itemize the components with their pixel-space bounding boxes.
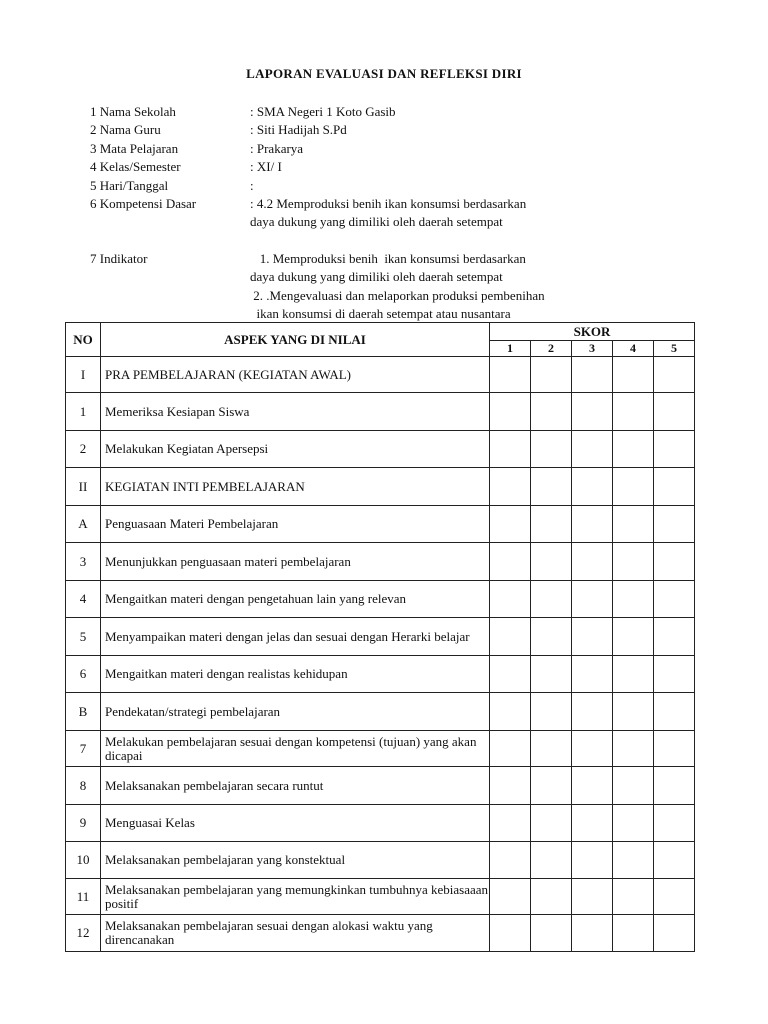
info-row-hari-tanggal <box>90 177 710 195</box>
score-cell-4[interactable] <box>613 618 654 656</box>
row-number: 12 <box>66 915 101 952</box>
table-row <box>66 656 695 693</box>
table-row <box>66 731 695 767</box>
score-cell-1[interactable] <box>490 731 531 767</box>
row-number: II <box>66 468 101 506</box>
score-cell-3[interactable] <box>572 656 613 693</box>
row-number: 11 <box>66 879 101 915</box>
score-cell-3[interactable] <box>572 805 613 842</box>
score-cell-4[interactable] <box>613 656 654 693</box>
table-row <box>66 618 695 656</box>
score-cell-1[interactable] <box>490 842 531 879</box>
score-cell-5[interactable] <box>654 543 695 581</box>
score-cell-5[interactable] <box>654 731 695 767</box>
score-cell-1[interactable] <box>490 767 531 805</box>
score-cell-3[interactable] <box>572 915 613 952</box>
info-row-nama-guru <box>90 121 710 139</box>
score-cell-1[interactable] <box>490 805 531 842</box>
score-cell-1[interactable] <box>490 468 531 506</box>
score-cell-5[interactable] <box>654 581 695 618</box>
info-row-mata-pelajaran <box>90 140 710 158</box>
score-cell-2[interactable] <box>531 656 572 693</box>
info-label: 3 Mata Pelajaran <box>90 140 179 156</box>
score-cell-1[interactable] <box>490 431 531 468</box>
table-row <box>66 805 695 842</box>
row-aspek: Melakukan Kegiatan Apersepsi <box>101 431 490 468</box>
score-cell-5[interactable] <box>654 915 695 952</box>
table-row <box>66 468 695 506</box>
row-aspek: Pendekatan/strategi pembelajaran <box>101 693 490 731</box>
header-no: NO <box>66 323 101 357</box>
score-cell-5[interactable] <box>654 656 695 693</box>
indikator-row-2 <box>90 268 710 286</box>
score-cell-5[interactable] <box>654 357 695 393</box>
row-number: 2 <box>66 431 101 468</box>
score-cell-3[interactable] <box>572 581 613 618</box>
score-cell-1[interactable] <box>490 357 531 393</box>
score-cell-2[interactable] <box>531 767 572 805</box>
table-row <box>66 357 695 393</box>
score-cell-4[interactable] <box>613 842 654 879</box>
info-value: : SMA Negeri 1 Koto Gasib <box>250 104 396 119</box>
score-cell-3[interactable] <box>572 693 613 731</box>
score-cell-4[interactable] <box>613 767 654 805</box>
table-row <box>66 915 695 952</box>
header-aspek: ASPEK YANG DI NILAI <box>101 323 490 357</box>
row-number: A <box>66 506 101 543</box>
score-cell-1[interactable] <box>490 693 531 731</box>
score-cell-2[interactable] <box>531 581 572 618</box>
table-row <box>66 767 695 805</box>
row-aspek: KEGIATAN INTI PEMBELAJARAN <box>101 468 490 506</box>
score-cell-5[interactable] <box>654 431 695 468</box>
score-cell-1[interactable] <box>490 915 531 952</box>
score-cell-3[interactable] <box>572 618 613 656</box>
table-row <box>66 581 695 618</box>
row-number: 3 <box>66 543 101 581</box>
score-header-4: 4 <box>613 341 654 357</box>
score-cell-2[interactable] <box>531 506 572 543</box>
score-cell-5[interactable] <box>654 506 695 543</box>
table-row <box>66 543 695 581</box>
row-number: I <box>66 357 101 393</box>
info-value: : <box>250 177 254 193</box>
score-cell-5[interactable] <box>654 618 695 656</box>
score-cell-2[interactable] <box>531 731 572 767</box>
row-aspek: Melaksanakan pembelajaran yang memungkinkan tumbuhnya kebiasaaan positif <box>101 879 490 915</box>
score-cell-5[interactable] <box>654 468 695 506</box>
score-cell-4[interactable] <box>613 543 654 581</box>
info-label: 2 Nama Guru <box>90 122 161 138</box>
row-number: 9 <box>66 805 101 842</box>
row-aspek: Melaksanakan pembelajaran yang konstektual <box>101 842 490 879</box>
row-aspek: PRA PEMBELAJARAN (KEGIATAN AWAL) <box>101 357 490 393</box>
score-cell-4[interactable] <box>613 506 654 543</box>
info-value: : 4.2 Memproduksi benih ikan konsumsi berdasarkan <box>250 195 527 211</box>
row-number: 6 <box>66 656 101 693</box>
kd-continuation: daya dukung yang dimiliki oleh daerah setempat <box>250 214 503 230</box>
score-cell-1[interactable] <box>490 393 531 431</box>
row-aspek: Menguasai Kelas <box>101 805 490 842</box>
score-cell-3[interactable] <box>572 431 613 468</box>
score-cell-4[interactable] <box>613 805 654 842</box>
score-cell-4[interactable] <box>613 581 654 618</box>
row-number: B <box>66 693 101 731</box>
info-value: : Siti Hadijah S.Pd <box>250 122 347 138</box>
row-aspek: Memeriksa Kesiapan Siswa <box>101 393 490 431</box>
score-cell-3[interactable] <box>572 357 613 393</box>
header-skor: SKOR <box>490 323 695 341</box>
score-cell-1[interactable] <box>490 506 531 543</box>
row-number: 5 <box>66 618 101 656</box>
score-cell-3[interactable] <box>572 879 613 915</box>
score-cell-5[interactable] <box>654 842 695 879</box>
score-cell-1[interactable] <box>490 879 531 915</box>
indikator-row-4 <box>90 305 710 323</box>
row-aspek: Menyampaikan materi dengan jelas dan sesuai dengan Herarki belajar <box>101 618 490 656</box>
score-cell-1[interactable] <box>490 581 531 618</box>
score-cell-4[interactable] <box>613 468 654 506</box>
score-cell-5[interactable] <box>654 693 695 731</box>
row-aspek: Menunjukkan penguasaan materi pembelajaran <box>101 543 490 581</box>
row-number: 7 <box>66 731 101 767</box>
info-label: 1 Nama Sekolah <box>90 104 176 119</box>
document-title: LAPORAN EVALUASI DAN REFLEKSI DIRI <box>246 66 522 81</box>
row-aspek: Melaksanakan pembelajaran secara runtut <box>101 767 490 805</box>
score-cell-2[interactable] <box>531 915 572 952</box>
row-aspek: Melakukan pembelajaran sesuai dengan kompetensi (tujuan) yang akan dicapai <box>101 731 490 767</box>
score-cell-4[interactable] <box>613 731 654 767</box>
score-cell-2[interactable] <box>531 879 572 915</box>
indikator-line-2: daya dukung yang dimiliki oleh daerah setempat <box>250 269 503 285</box>
row-aspek: Mengaitkan materi dengan pengetahuan lain yang relevan <box>101 581 490 618</box>
score-cell-1[interactable] <box>490 618 531 656</box>
score-cell-2[interactable] <box>531 431 572 468</box>
indikator-row-3 <box>90 287 710 305</box>
score-cell-2[interactable] <box>531 357 572 393</box>
score-cell-5[interactable] <box>654 805 695 842</box>
table-row <box>66 393 695 431</box>
score-cell-4[interactable] <box>613 393 654 431</box>
info-label: 4 Kelas/Semester <box>90 159 181 175</box>
score-cell-2[interactable] <box>531 842 572 879</box>
score-cell-2[interactable] <box>531 543 572 581</box>
row-number: 4 <box>66 581 101 618</box>
row-aspek: Mengaitkan materi dengan realistas kehidupan <box>101 656 490 693</box>
score-cell-3[interactable] <box>572 468 613 506</box>
table-row <box>66 693 695 731</box>
info-value: : XI/ I <box>250 159 282 175</box>
score-cell-2[interactable] <box>531 468 572 506</box>
score-cell-3[interactable] <box>572 393 613 431</box>
info-label: 7 Indikator <box>90 250 148 266</box>
score-header-5: 5 <box>654 341 695 357</box>
row-number: 8 <box>66 767 101 805</box>
info-row-indikator <box>90 250 710 268</box>
score-cell-1[interactable] <box>490 543 531 581</box>
kd-continuation-row <box>90 213 710 231</box>
score-header-3: 3 <box>572 341 613 357</box>
row-aspek: Penguasaan Materi Pembelajaran <box>101 506 490 543</box>
score-cell-1[interactable] <box>490 656 531 693</box>
info-row-kompetensi-dasar <box>90 195 710 213</box>
score-cell-3[interactable] <box>572 842 613 879</box>
score-cell-4[interactable] <box>613 879 654 915</box>
score-cell-2[interactable] <box>531 618 572 656</box>
score-header-2: 2 <box>531 341 572 357</box>
evaluation-table <box>65 322 695 952</box>
score-header-1: 1 <box>490 341 531 357</box>
row-number: 1 <box>66 393 101 431</box>
score-cell-3[interactable] <box>572 543 613 581</box>
score-cell-5[interactable] <box>654 767 695 805</box>
indikator-line-1: 1. Memproduksi benih ikan konsumsi berdasarkan <box>250 250 526 266</box>
info-row-kelas-semester <box>90 158 710 176</box>
indikator-line-3: 2. .Mengevaluasi dan melaporkan produksi pembenihan <box>250 287 545 303</box>
score-cell-5[interactable] <box>654 393 695 431</box>
score-cell-4[interactable] <box>613 693 654 731</box>
score-cell-4[interactable] <box>613 431 654 468</box>
row-number: 10 <box>66 842 101 879</box>
score-cell-3[interactable] <box>572 767 613 805</box>
score-cell-4[interactable] <box>613 915 654 952</box>
score-cell-2[interactable] <box>531 393 572 431</box>
score-cell-5[interactable] <box>654 879 695 915</box>
score-cell-2[interactable] <box>531 805 572 842</box>
table-row <box>66 431 695 468</box>
score-cell-2[interactable] <box>531 693 572 731</box>
table-row <box>66 842 695 879</box>
score-cell-3[interactable] <box>572 731 613 767</box>
info-label: 5 Hari/Tanggal <box>90 177 169 193</box>
info-row-nama-sekolah <box>90 103 710 121</box>
score-cell-4[interactable] <box>613 357 654 393</box>
row-aspek: Melaksanakan pembelajaran sesuai dengan alokasi waktu yang direncanakan <box>101 915 490 952</box>
info-value: : Prakarya <box>250 140 304 156</box>
table-row <box>66 506 695 543</box>
info-label: 6 Kompetensi Dasar <box>90 195 197 211</box>
indikator-line-4: ikan konsumsi di daerah setempat atau nusantara <box>250 305 511 321</box>
identity-section <box>90 103 710 323</box>
score-cell-3[interactable] <box>572 506 613 543</box>
table-row <box>66 879 695 915</box>
